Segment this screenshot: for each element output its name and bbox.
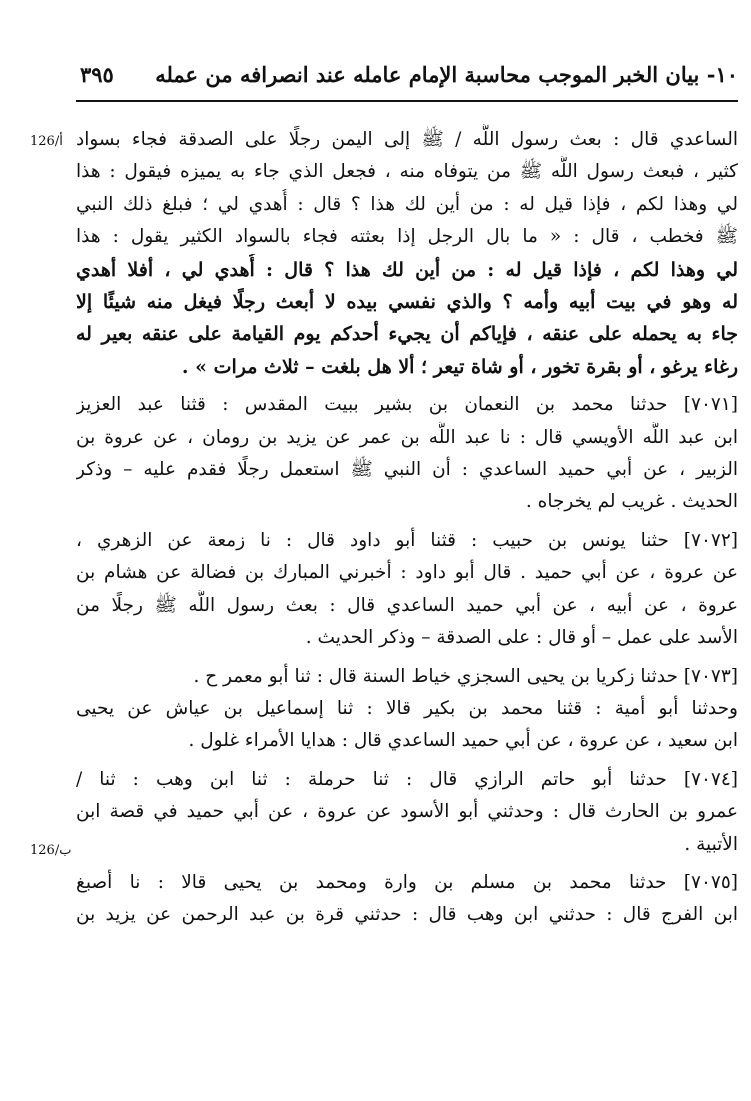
text-line: ﷺ فخطب ، قال : « ما بال الرجل إذا بعثته فجاء بالسواد الكثير يقول : هذا xyxy=(76,226,738,248)
page-number: ٣٩٥ xyxy=(80,62,114,87)
text-line: كثير ، فبعث رسول اللَّه ﷺ من يتوفاه منه ، فجعل الذي جاء به يميزه فيقول : هذا xyxy=(76,161,738,183)
paragraph-7074 xyxy=(76,764,738,861)
folio-note-126a: 126/أ xyxy=(30,134,63,149)
text-line: [٧٠٧٢] حثنا يونس بن حبيب : قثنا أبو داود قال : نا زمعة عن الزهري ، xyxy=(76,529,738,551)
text-line: ابن سعيد ، عن عروة ، عن أبي حميد الساعدي قال : هدايا الأمراء غلول . xyxy=(188,730,738,752)
text-line: جاء به يحمله على عنقه ، فإياكم أن يجيء أحدكم يوم القيامة على عنقه بعير له xyxy=(76,323,738,346)
text-line: عمرو بن الحارث قال : وحدثني أبو الأسود عن عروة ، عن أبي حميد في قصة ابن xyxy=(76,801,738,823)
paragraph-7073 xyxy=(76,661,738,758)
paragraph-7071 xyxy=(76,389,738,519)
page-header xyxy=(76,56,738,96)
text-line: رغاء يرغو ، أو بقرة تخور ، أو شاة تيعر ؛ ألا هل بلغت – ثلاث مرات » . xyxy=(181,355,738,378)
text-line: الأتبية . xyxy=(684,833,738,855)
text-line: [٧٠٧٤] حدثنا أبو حاتم الرازي قال : ثنا حرملة : ثنا ابن وهب : ثنا / xyxy=(76,768,738,790)
text-line: ابن الفرج قال : حدثني ابن وهب قال : حدثني قرة بن عبد الرحمن عن يزيد بن xyxy=(76,904,738,926)
text-line: الحديث . غريب لم يخرجاه . xyxy=(525,491,738,513)
text-line: لي وهذا لكم ، فإذا قيل له : من أين لك هذا ؟ قال : أُهدي لي ، أفلا أهدي xyxy=(76,258,738,281)
paragraph-7072 xyxy=(76,525,738,655)
text-line: [٧٠٧٥] حدثنا محمد بن مسلم بن وارة ومحمد بن يحيى قالا : نا أصبغ xyxy=(76,871,738,893)
text-line: له وهو في بيت أبيه وأمه ؟ والذي نفسي بيده لا أبعث رجلًا فيغل منه شيئًا إلا xyxy=(76,291,738,314)
header-divider xyxy=(76,100,738,102)
body-text xyxy=(76,124,738,932)
text-line: الزبير ، عن أبي حميد الساعدي : أن النبي ﷺ استعمل رجلًا فقدم عليه – وذكر xyxy=(76,459,738,481)
text-line: [٧٠٧١] حدثنا محمد بن النعمان بن بشير ببيت المقدس : قثنا عبد العزيز xyxy=(76,394,738,416)
text-line: وحدثنا أبو أمية : قثنا محمد بن بكير قالا : ثنا إسماعيل بن عياش عن يحيى xyxy=(76,697,738,719)
folio-note-126b: 126/ب xyxy=(30,843,72,858)
text-line: عروة ، عن أبيه ، عن أبي حميد الساعدي قال : بعث رسول اللَّه ﷺ رجلًا من xyxy=(76,594,738,616)
text-line: لي وهذا لكم ، فإذا قيل له : من أين لك هذا ؟ قال : أُهدي لي ؛ فبلغ ذلك النبي xyxy=(76,193,738,215)
text-line: [٧٠٧٣] حدثنا زكريا بن يحيى السجزي خياط السنة قال : ثنا أبو معمر ح . xyxy=(193,665,738,687)
paragraph-7075 xyxy=(76,867,738,932)
text-line: الساعدي قال : بعث رسول اللَّه / ﷺ إلى اليمن رجلًا على الصدقة فجاء بسواد xyxy=(76,129,738,150)
text-line: عن عروة ، عن أبي حميد . قال أبو داود : أخبرني المبارك بن فضالة عن هشام بن xyxy=(76,562,738,584)
paragraph-hadith-text xyxy=(76,124,738,383)
text-line: الأسد على عمل – أو قال : على الصدقة – وذكر الحديث . xyxy=(305,627,738,649)
text-line: ابن عبد اللَّه الأويسي قال : نا عبد اللَّه بن عمر عن يزيد بن رومان ، عن عروة بن xyxy=(76,426,738,448)
chapter-title: ١٠- بيان الخبر الموجب محاسبة الإمام عامله عند انصرافه من عمله xyxy=(155,62,738,87)
